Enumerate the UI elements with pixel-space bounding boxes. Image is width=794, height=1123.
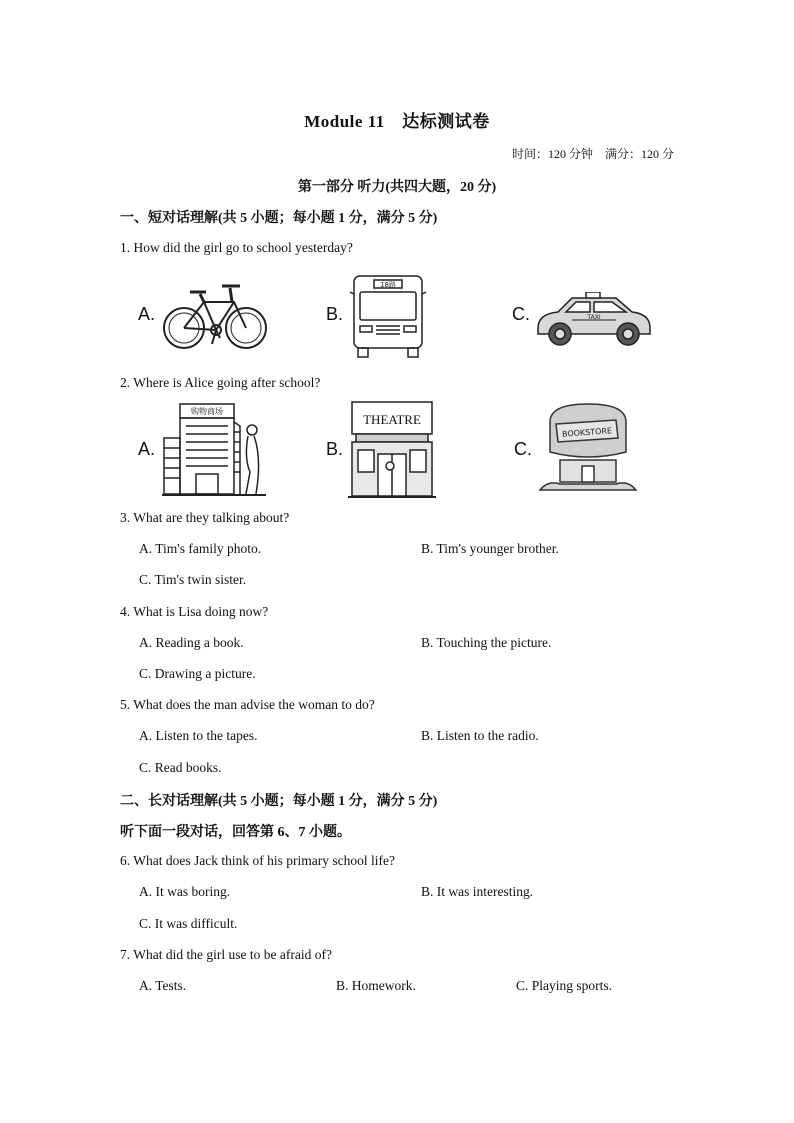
bicycle-image: [160, 278, 270, 352]
q7-option-b: B. Homework.: [336, 978, 416, 993]
q7-option-a: A. Tests.: [139, 978, 187, 993]
bookstore-sign: BOOKSTORE: [561, 426, 613, 439]
question-4: 4. What is Lisa doing now?: [120, 604, 269, 619]
q2-option-b-letter: B.: [326, 439, 344, 459]
q6-option-b: B. It was interesting.: [421, 884, 534, 899]
bus-route-sign: 18路: [380, 281, 396, 289]
theatre-image: [348, 400, 436, 500]
question-5: 5. What does the man advise the woman to do?: [120, 697, 375, 712]
q5-option-c: C. Read books.: [139, 760, 222, 775]
part-one-heading: 第一部分 听力(共四大题，20 分): [297, 180, 497, 195]
question-1: 1. How did the girl go to school yesterday?: [120, 240, 353, 255]
q2-option-c-letter: C.: [514, 439, 532, 459]
theatre-sign: THEATRE: [363, 412, 421, 427]
section-one-heading: 一、短对话理解(共 5 小题；每小题 1 分，满分 5 分): [120, 211, 438, 226]
q3-option-b: B. Tim's younger brother.: [421, 541, 559, 556]
exam-time-score: 时间：120 分钟 满分：120 分: [511, 147, 674, 161]
section-two-instruction: 听下面一段对话，回答第 6、7 小题。: [120, 825, 351, 840]
q3-option-a: A. Tim's family photo.: [139, 541, 262, 556]
q3-option-c: C. Tim's twin sister.: [139, 572, 247, 587]
q4-option-b: B. Touching the picture.: [421, 635, 552, 650]
bookstore-image: [538, 402, 638, 498]
q6-option-c: C. It was difficult.: [139, 916, 238, 931]
q1-option-c-letter: C.: [512, 304, 530, 324]
q7-option-c: C. Playing sports.: [516, 978, 613, 993]
question-2: 2. Where is Alice going after school?: [120, 375, 321, 390]
taxi-door-sign: TAXI: [587, 314, 601, 321]
q1-option-a-letter: A.: [138, 304, 156, 324]
q5-option-a: A. Listen to the tapes.: [139, 728, 258, 743]
shopping-mall-image: [162, 402, 266, 498]
q6-option-a: A. It was boring.: [139, 884, 231, 899]
question-6: 6. What does Jack think of his primary school life?: [120, 853, 395, 868]
question-3: 3. What are they talking about?: [120, 510, 290, 525]
q4-option-a: A. Reading a book.: [139, 635, 244, 650]
q5-option-b: B. Listen to the radio.: [421, 728, 539, 743]
q1-option-b-letter: B.: [326, 304, 344, 324]
q4-option-c: C. Drawing a picture.: [139, 666, 256, 681]
section-two-heading: 二、长对话理解(共 5 小题；每小题 1 分，满分 5 分): [120, 794, 438, 809]
q2-option-a-letter: A.: [138, 439, 156, 459]
bus-image: [348, 274, 428, 358]
taxi-image: [532, 292, 654, 348]
page-title: Module 11 达标测试卷: [304, 112, 490, 131]
mall-sign: 购物商场: [191, 407, 223, 416]
question-7: 7. What did the girl use to be afraid of?: [120, 947, 332, 962]
